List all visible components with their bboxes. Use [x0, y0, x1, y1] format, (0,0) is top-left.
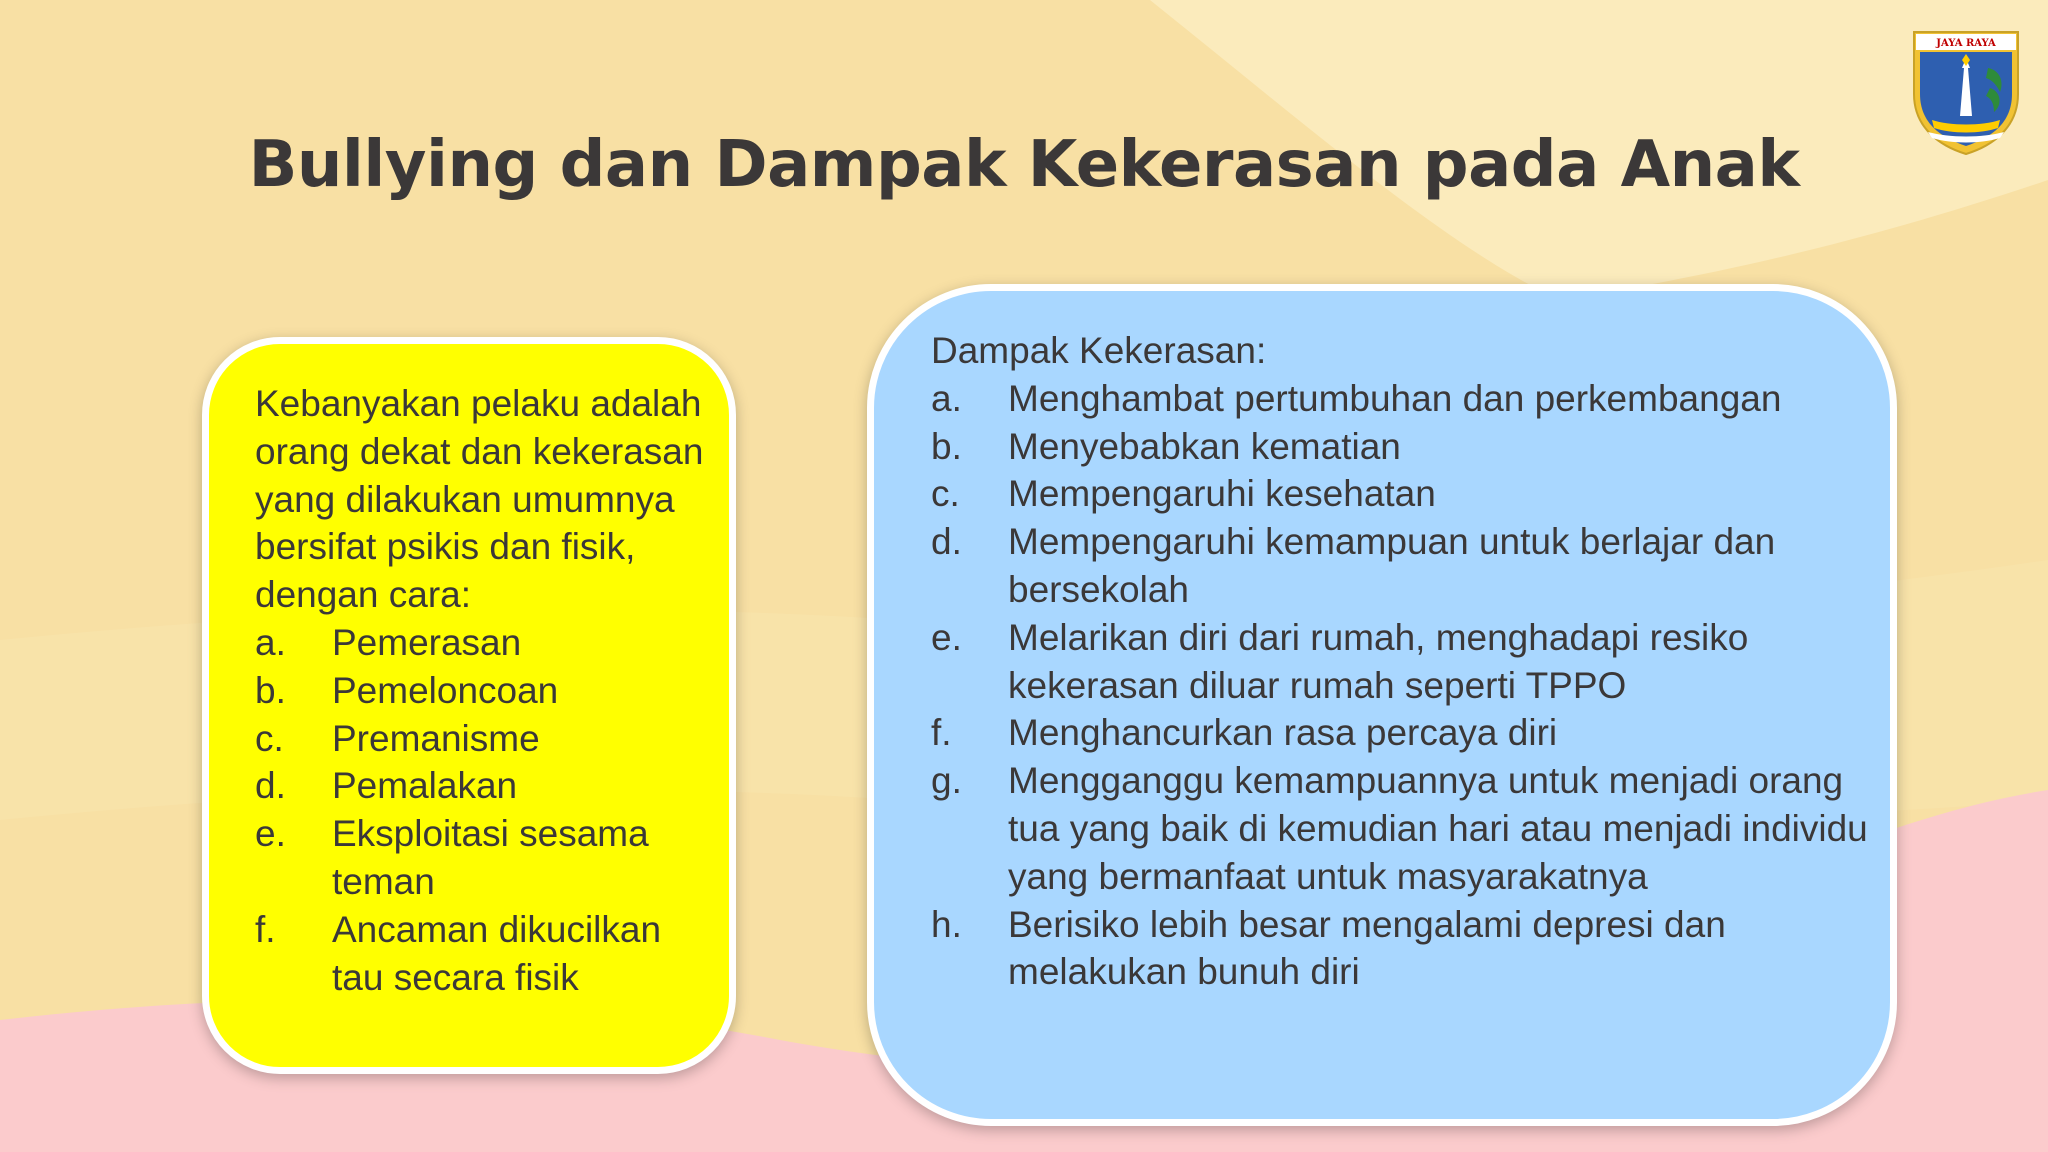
list-item: [255, 810, 709, 906]
list-marker: b.: [255, 669, 286, 711]
list-item-text: Ancaman dikucilkan tau secara fisik: [332, 908, 662, 998]
list-marker: g.: [931, 760, 962, 802]
page-title: Bullying dan Dampak Kekerasan pada Anak: [248, 128, 1800, 202]
list-item: [931, 518, 1870, 614]
list-item-text: Menghancurkan rasa percaya diri: [1008, 712, 1558, 754]
list-marker: f.: [255, 908, 276, 950]
bullying-intro: Kebanyakan pelaku adalah orang dekat dan kekerasan yang dilakukan umumnya bersifat psikis dan fisik, dengan cara:: [255, 383, 704, 616]
list-item: [931, 757, 1870, 900]
list-item: [931, 423, 1870, 471]
list-item-text: Premanisme: [332, 717, 540, 759]
list-item: [931, 709, 1870, 757]
list-item: [931, 614, 1870, 710]
list-item-text: Mengganggu kemampuannya untuk menjadi orang tua yang baik di kemudian hari atau menjadi individu yang bermanfaat untuk masyarakatnya: [1008, 760, 1868, 897]
impact-list: [931, 375, 1870, 996]
impact-heading: Dampak Kekerasan:: [931, 330, 1267, 371]
list-item: [255, 715, 709, 763]
list-marker: h.: [931, 903, 962, 945]
list-marker: d.: [255, 765, 286, 807]
list-item-text: Mempengaruhi kesehatan: [1008, 473, 1436, 515]
list-item-text: Menyebabkan kematian: [1008, 425, 1401, 467]
list-marker: a.: [931, 377, 962, 419]
list-item-text: Berisiko lebih besar mengalami depresi dan melakukan bunuh diri: [1008, 903, 1726, 993]
jakarta-coat-of-arms-icon: [1910, 28, 2022, 156]
list-marker: a.: [255, 621, 286, 663]
list-item: [255, 906, 709, 1002]
list-item: [931, 901, 1870, 997]
list-item-text: Eksploitasi sesama teman: [332, 813, 649, 902]
list-marker: f.: [931, 712, 952, 754]
list-item: [255, 667, 709, 715]
impact-box: [867, 284, 1897, 1126]
list-item: [255, 619, 709, 667]
list-item-text: Pemeloncoan: [332, 669, 559, 711]
list-marker: c.: [255, 717, 284, 759]
logo-top-text: JAYA RAYA: [1936, 38, 1996, 49]
bullying-box: [202, 337, 736, 1074]
list-item: [255, 762, 709, 810]
list-item-text: Pemalakan: [332, 765, 518, 807]
list-marker: d.: [931, 521, 962, 563]
list-marker: e.: [255, 813, 286, 855]
list-item-text: Melarikan diri dari rumah, menghadapi resiko kekerasan diluar rumah seperti TPPO: [1008, 616, 1749, 706]
list-marker: c.: [931, 473, 960, 515]
list-marker: e.: [931, 616, 962, 658]
list-marker: b.: [931, 425, 962, 467]
list-item-text: Mempengaruhi kemampuan untuk berlajar dan bersekolah: [1008, 521, 1776, 610]
list-item: [931, 375, 1870, 423]
list-item: [931, 470, 1870, 518]
list-item-text: Menghambat pertumbuhan dan perkembangan: [1008, 377, 1782, 419]
bullying-list: [255, 619, 709, 1001]
list-item-text: Pemerasan: [332, 621, 522, 663]
